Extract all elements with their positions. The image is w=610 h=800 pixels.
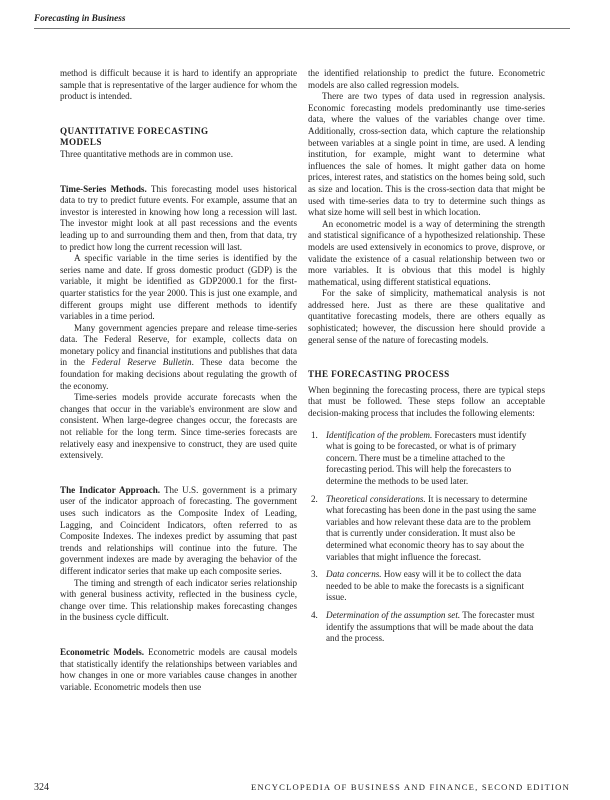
step-number: 2.	[311, 493, 318, 504]
paragraph-indicator-1	[60, 485, 297, 578]
list-item-step-1	[308, 430, 545, 488]
paragraph-intro: method is difficult because it is hard to identify an appropriate sample that is representative of the larger audience for whom the product is intended.	[60, 68, 297, 102]
paragraph-simplicity: For the sake of simplicity, mathematical analysis is not addressed here. Just as there are these qualitative and quantitative forecasting models, there are others equally as sophisticated; however, the discussion here should provide a general sense of the nature of forecasting models.	[308, 288, 545, 345]
paragraph-time-series-4: Time-series models provide accurate forecasts when the changes that occur in the variable's environment are slow and consistent. When large-degree changes occur, the forecasts are not reliable for the long term. Since time-series forecasts are relatively easy and inexpensive to construct, they are used quite extensively.	[60, 392, 297, 461]
list-item-step-2	[308, 494, 545, 564]
paragraph-time-series-3	[60, 323, 297, 393]
step-text: The forecaster must identify the assumptions that will be made about the data and the process.	[326, 609, 535, 644]
ts-p3-before: Many government agencies prepare and release time-series data. The Federal Reserve, for example, collects data on monetary policy and financial institutions and publishes that data in the	[60, 322, 297, 368]
left-column	[60, 68, 297, 693]
federal-reserve-bulletin-title: Federal Reserve Bulletin	[91, 357, 192, 368]
book-title: ENCYCLOPEDIA OF BUSINESS AND FINANCE, SECOND EDITION	[250, 782, 570, 792]
list-item-step-4	[308, 610, 545, 645]
step-term: Determination of the assumption set.	[326, 609, 461, 620]
step-text: Forecasters must identify what is going to be forecasted, or what is of primary concern. There must be a timeline attached to the forecasting period. This will help the forecasters to determine the methods to be used later.	[326, 429, 527, 486]
run-in-econometric: Econometric Models.	[60, 646, 145, 657]
step-text: It is necessary to determine what forecasting has been done in the past using the same variables and how relevant these data are to the problem that is currently under consideration. It must also be determined what economic theory has to say about the variables that might influence the forecast.	[326, 493, 537, 562]
step-term: Theoretical considerations.	[326, 493, 426, 504]
section-heading-process: THE FORECASTING PROCESS	[308, 369, 450, 380]
paragraph-indicator-2: The timing and strength of each indicator series relationship with general business activity, reflected in the business cycle, change over time. This relationship makes forecasting changes in the business cycle difficult.	[60, 577, 297, 623]
econometric-text: Econometric models are causal models that statistically identify the relationships between variables and how changes in one or more variables cause changes in another variable. Econometric models then use	[60, 646, 298, 692]
heading-line-2: MODELS	[60, 137, 102, 148]
indicator-text: The U.S. government is a primary user of the indicator approach of forecasting. The government uses such indicators as the Composite Index of Leading, Lagging, and Coincident Indicators, often referred to as Composite Indexes. The indexes predict by assuming that past trends and relationships will continue into the future. The government indexes are made by averaging the behavior of the different indicator series that make up each composite series.	[60, 484, 297, 576]
paragraph-quant-intro: Three quantitative methods are in common use.	[60, 148, 233, 159]
step-number: 3.	[311, 569, 318, 580]
paragraph-econometric-1	[60, 647, 297, 693]
run-in-indicator: The Indicator Approach.	[60, 484, 161, 495]
step-number: 1.	[311, 429, 318, 440]
list-item-step-3	[308, 569, 545, 604]
section-heading-quantitative	[60, 126, 297, 149]
time-series-text: This forecasting model uses historical data to try to predict future events. For example, assume that an investor is interested in knowing how long a recession will last. The investor might look at all past recessions and the events leading up to and surrounding them and then, from that data, try to predict how long the current recession will last.	[60, 183, 297, 252]
header-rule	[34, 28, 570, 29]
step-term: Identification of the problem.	[326, 429, 433, 440]
paragraph-process-intro: When beginning the forecasting process, there are typical steps that must be followed. These steps follow an acceptable decision-making process that includes the following elements:	[308, 384, 545, 419]
step-term: Data concerns.	[326, 569, 382, 580]
paragraph-data-types: There are two types of data used in regression analysis. Economic forecasting models predominantly use time-series data, where the values of the variables change over time. Additionally, cross-section data, which capture the relationship between variables at a single point in time, are used. A lending institution, for example, might want to determine what influences the sale of homes. It might gather data on home prices, interest rates, and statistics on the homes being sold, such as size and location. This is the cross-section data that might be used with time-series data to try to determine such things as what size home will sell best in which location.	[308, 91, 545, 218]
process-steps-list	[308, 430, 545, 645]
run-in-time-series: Time-Series Methods.	[60, 183, 147, 194]
step-text: How easy will it be to collect the data needed to be able to make the forecasts is a significant issue.	[326, 569, 524, 603]
heading-line-1: QUANTITATIVE FORECASTING	[60, 125, 209, 136]
page-number: 324	[34, 782, 49, 793]
paragraph-time-series-1	[60, 184, 297, 254]
running-head: Forecasting in Business	[34, 13, 126, 23]
right-column	[308, 68, 545, 651]
ts-p3-after: . These data become the foundation for making decisions about regulating the growth of the economy.	[60, 357, 298, 391]
paragraph-time-series-2: A specific variable in the time series is identified by the series name and date. If gross domestic product (GDP) is the variable, it might be identified as GDP2000.1 for the first-quarter statistics for the year 2000. This is just one example, and different groups might use different methods to identify variables in a time period.	[60, 253, 297, 322]
paragraph-econometric-continued: the identified relationship to predict the future. Econometric models are also called regression models.	[308, 68, 545, 90]
paragraph-econometric-model: An econometric model is a way of determining the strength and statistical significance of a hypothesized relationship. These models are used extensively in economics to prove, disprove, or validate the existence of a casual relationship between two or more variables. It is obvious that this model is highly mathematical, using different statistical equations.	[308, 218, 545, 287]
step-number: 4.	[311, 609, 318, 620]
